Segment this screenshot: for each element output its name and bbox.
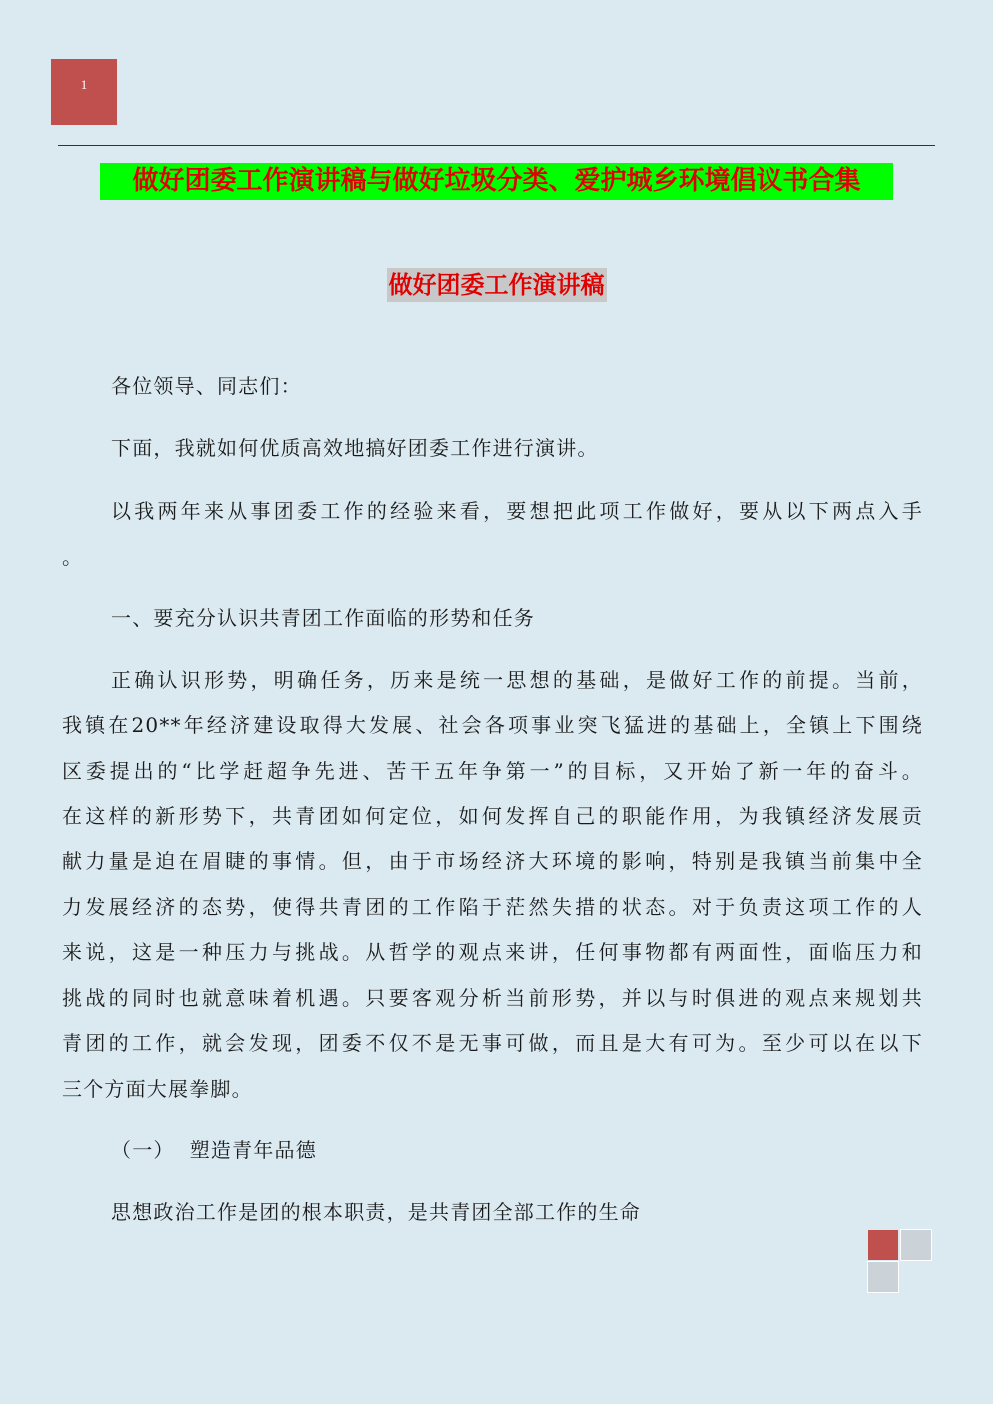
paragraph-line: 以我两年来从事团委工作的经验来看，要想把此项工作做好，要从以下两点入手 (111, 499, 923, 523)
corner-decoration-tile (867, 1261, 899, 1293)
paragraph-line: 青团的工作，就会发现，团委不仅不是无事可做，而且是大有可为。至少可以在以下 (62, 1031, 923, 1055)
corner-decoration-tile (900, 1229, 932, 1261)
subheading-line: （一） 塑造青年品德 (111, 1138, 317, 1162)
salutation: 各位领导、同志们： (111, 374, 302, 398)
paragraph-line: 在这样的新形势下，共青团如何定位，如何发挥自己的职能作用，为我镇经济发展贡 (62, 804, 923, 828)
paragraph-line: 区委提出的“比学赶超争先进、苦干五年争第一”的目标，又开始了新一年的奋斗。 (62, 759, 923, 783)
page-number-badge (51, 59, 117, 125)
paragraph-line: 三个方面大展拳脚。 (62, 1077, 253, 1101)
paragraph-line: 来说，这是一种压力与挑战。从哲学的观点来讲，任何事物都有两面性，面临压力和 (62, 940, 923, 964)
paragraph-line: 正确认识形势，明确任务，历来是统一思想的基础，是做好工作的前提。当前， (111, 668, 923, 692)
header-rule (58, 145, 935, 146)
document-title: 做好团委工作演讲稿与做好垃圾分类、爱护城乡环境倡议书合集 (100, 163, 893, 200)
paragraph-line: 献力量是迫在眉睫的事情。但，由于市场经济大环境的影响，特别是我镇当前集中全 (62, 849, 923, 873)
section-title: 做好团委工作演讲稿 (387, 268, 607, 302)
corner-decoration-tile (868, 1230, 898, 1260)
paragraph-line: 思想政治工作是团的根本职责，是共青团全部工作的生命 (111, 1200, 641, 1224)
paragraph-line: 下面，我就如何优质高效地搞好团委工作进行演讲。 (111, 436, 599, 460)
heading-line: 一、要充分认识共青团工作面临的形势和任务 (111, 606, 535, 630)
section-title-row (0, 268, 993, 302)
page-number: 1 (80, 77, 88, 92)
paragraph-line: 挑战的同时也就意味着机遇。只要客观分析当前形势，并以与时俱进的观点来规划共 (62, 986, 923, 1010)
paragraph-line: 力发展经济的态势，使得共青团的工作陷于茫然失措的状态。对于负责这项工作的人 (62, 895, 923, 919)
paragraph-line: 我镇在20**年经济建设取得大发展、社会各项事业突飞猛进的基础上，全镇上下围绕 (62, 713, 923, 737)
paragraph-line: 。 (62, 545, 84, 569)
